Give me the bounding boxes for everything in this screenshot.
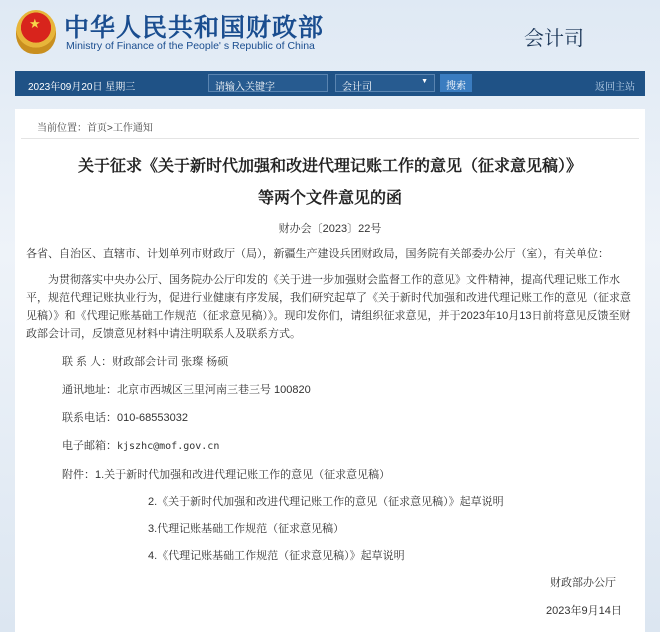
- article-title-line1: 关于征求《关于新时代加强和改进代理记账工作的意见（征求意见稿）》: [77, 158, 582, 175]
- attachment-1[interactable]: 附件：1.关于新时代加强和改进代理记账工作的意见（征求意见稿）: [62, 469, 391, 481]
- nav-bar: [15, 71, 645, 96]
- email-label: 电子邮箱：: [62, 440, 117, 452]
- national-emblem-icon: [16, 10, 56, 54]
- issue-date: 2023年9月14日: [546, 605, 622, 617]
- department-name: 会计司: [524, 28, 584, 50]
- signer: 财政部办公厅: [550, 577, 616, 589]
- home-link[interactable]: 返回主站: [595, 82, 635, 93]
- email-address[interactable]: kjszhc@mof.gov.cn: [117, 441, 220, 452]
- article-title-line2: 等两个文件意见的函: [257, 190, 402, 207]
- phone: 联系电话：010-68553032: [62, 412, 188, 424]
- scope-select[interactable]: [335, 74, 435, 92]
- attachment-3[interactable]: 3.代理记账基础工作规范（征求意见稿）: [148, 523, 345, 535]
- site-subtitle: Ministry of Finance of the People' s Republic of China: [66, 40, 315, 52]
- site-header: [0, 0, 660, 66]
- contact-person: 联 系 人：财政部会计司 张璨 杨硕: [62, 356, 229, 368]
- email-row: [62, 437, 645, 456]
- current-date: 2023年09月20日 星期三: [28, 82, 136, 93]
- search-button[interactable]: 搜索: [440, 74, 472, 92]
- article-container: [15, 109, 645, 632]
- document-number: 财办会〔2023〕22号: [278, 223, 382, 235]
- recipients: 各省、自治区、直辖市、计划单列市财政厅（局），新疆生产建设兵团财政局，国务院有关部委办公厅（室），有关单位：: [26, 248, 609, 260]
- chevron-down-icon: ▼: [421, 78, 428, 85]
- site-title[interactable]: 中华人民共和国财政部: [64, 14, 325, 42]
- attachment-2[interactable]: 2.《关于新时代加强和改进代理记账工作的意见（征求意见稿）》起草说明: [148, 496, 504, 508]
- search-input[interactable]: 请输入关键字: [208, 74, 328, 92]
- attachment-4[interactable]: 4.《代理记账基础工作规范（征求意见稿）》起草说明: [148, 550, 405, 562]
- scope-value: 会计司: [342, 82, 372, 93]
- breadcrumb[interactable]: 当前位置：首页>工作通知: [21, 109, 639, 139]
- body-paragraph: 为贯彻落实中央办公厅、国务院办公厅印发的《关于进一步加强财会监督工作的意见》文件精神，提高代理记账工作水平，规范代理记账执业行为，促进行业健康有序发展，我们研究起草了《关于新时代加强和改进代理记账工作的意见（征求意见稿）》和《代理记账基础工作规范（征求意见稿）》。现印发你们，请组织征求意见，并于2023年10月13日前将意见反馈至财政部会计司，反馈意见材料中请注明联系人及联系方式。: [26, 274, 631, 340]
- mailing-address: 通讯地址：北京市西城区三里河南三巷三号 100820: [62, 384, 311, 396]
